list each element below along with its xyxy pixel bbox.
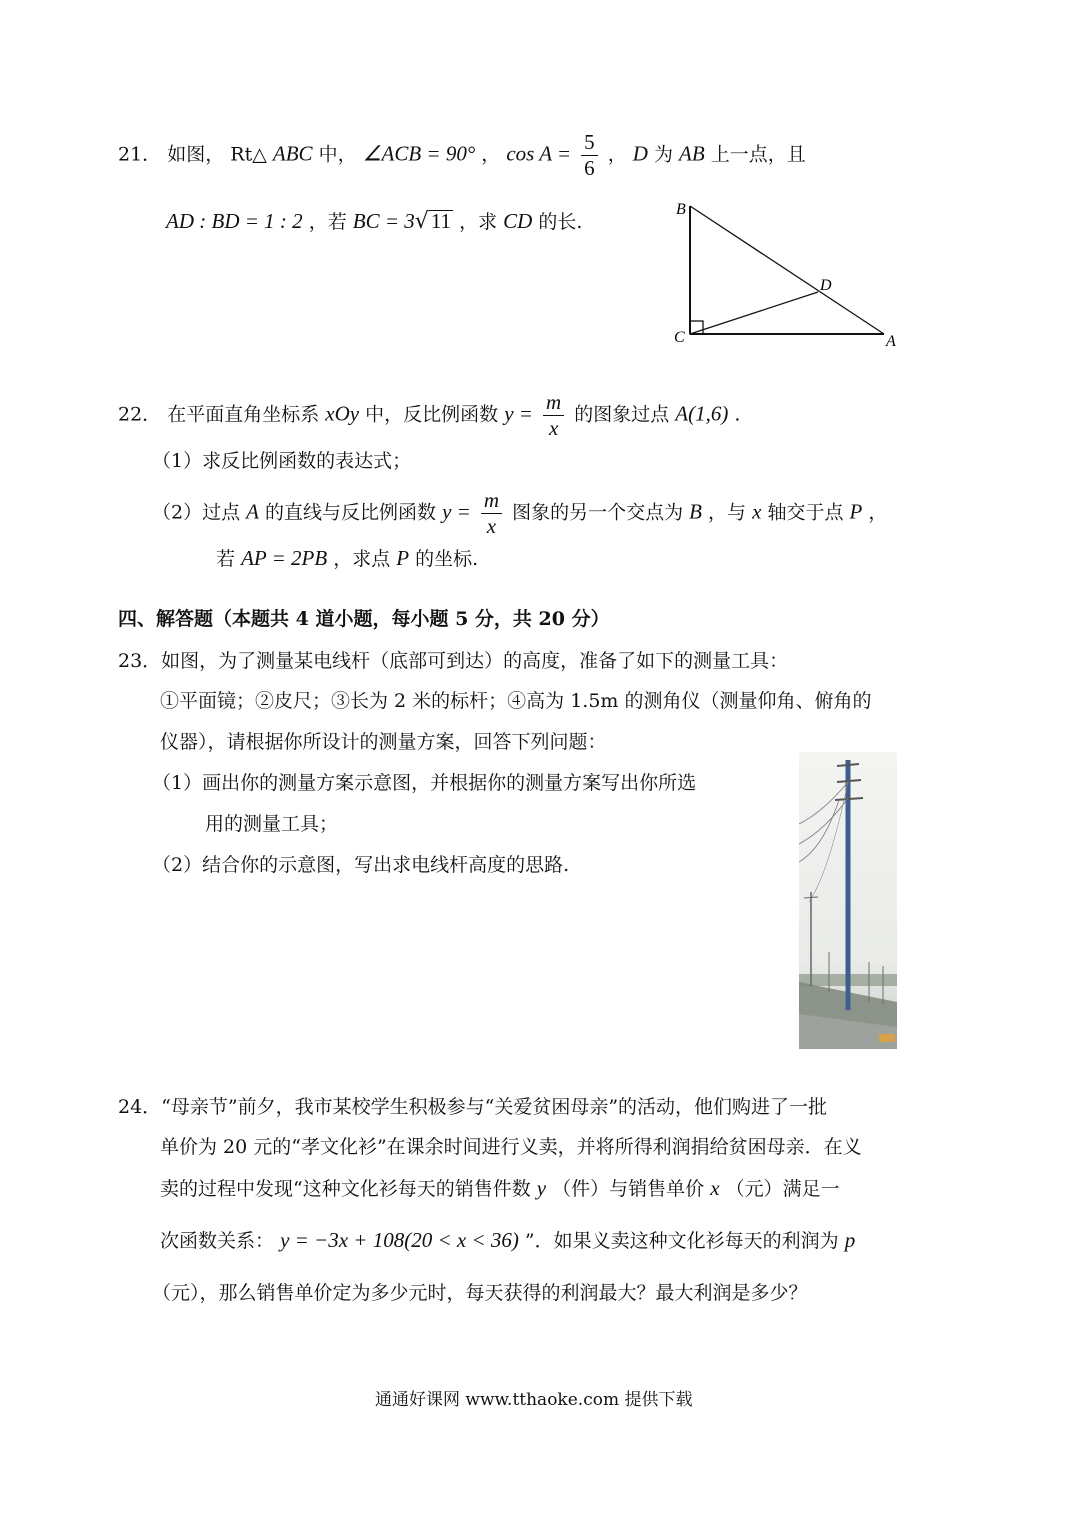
- q22-part1: （1）求反比例函数的表达式；: [152, 450, 412, 472]
- page-footer: 通通好课网 www.tthaoke.com 提供下载: [375, 1390, 693, 1410]
- q21-line1: [118, 132, 806, 179]
- q24-line3: [160, 1178, 840, 1199]
- q22-text: 的直线与反比例函数: [265, 501, 437, 524]
- q22-fraction-num: m: [543, 392, 564, 416]
- q22-part2: [152, 490, 887, 537]
- q21-cos: cos A =: [506, 141, 572, 166]
- q21-d: D: [632, 141, 648, 166]
- q22-line1: [118, 392, 740, 439]
- q21-text: 为: [653, 143, 673, 166]
- triangle-figure: [668, 196, 908, 352]
- q21-ratio: AD : BD = 1 : 2: [166, 209, 303, 233]
- q21-rt: Rt△: [230, 143, 267, 166]
- sqrt-icon: √: [414, 209, 429, 234]
- q24-text: （件）与销售单价: [552, 1178, 705, 1200]
- q24-line4: [160, 1230, 855, 1251]
- q22-number: 22．: [118, 403, 162, 426]
- q22-part2-cont: [216, 548, 478, 569]
- segment-cd: [690, 292, 818, 334]
- q22-b: B: [689, 499, 702, 524]
- side-ab: [690, 206, 884, 334]
- q24-y: y: [536, 1176, 547, 1200]
- q23-line3: 仪器），请根据你所设计的测量方案，回答下列问题：: [160, 731, 607, 753]
- q22-text: ，: [868, 501, 888, 524]
- q22-text: ，求点: [333, 548, 391, 570]
- q24-x: x: [710, 1176, 720, 1200]
- label-b: B: [676, 201, 686, 218]
- q24-text: 次函数关系：: [160, 1230, 275, 1252]
- q24-equation: y = −3x + 108(20 < x < 36): [280, 1228, 519, 1252]
- q24-line5: （元），那么销售单价定为多少元时，每天获得的利润最大？最大利润是多少？: [152, 1282, 808, 1304]
- q22-text: ，与: [708, 501, 747, 524]
- q21-text: ，求: [459, 211, 498, 233]
- q21-cd: CD: [503, 209, 533, 233]
- q21-line2: [166, 210, 582, 233]
- label-a: A: [886, 333, 896, 350]
- label-d: D: [820, 277, 832, 294]
- q22-a: A: [246, 499, 259, 524]
- q21-text: 上一点，且: [710, 143, 806, 166]
- q24-line2: 单价为 20 元的“孝文化衫”在课余时间进行义卖，并将所得利润捐给贫困母亲．在义: [160, 1136, 862, 1158]
- q22-text: 的坐标.: [415, 548, 479, 570]
- q22-fraction: [481, 490, 502, 537]
- q21-abc: ABC: [272, 141, 313, 166]
- q23-part2: （2）结合你的示意图，写出求电线杆高度的思路.: [152, 854, 570, 876]
- q21-fraction-den: 6: [584, 156, 595, 180]
- label-c: C: [674, 329, 685, 346]
- power-pole-photo: [799, 752, 897, 1049]
- q21-text: ，: [607, 143, 627, 166]
- q22-eq: AP = 2PB: [241, 546, 328, 570]
- q23-line2: ①平面镜；②皮尺；③长为 2 米的标杆；④高为 1.5m 的测角仪（测量仰角、俯角的: [160, 690, 872, 712]
- q21-fraction: [581, 132, 598, 179]
- q21-text: 的长.: [538, 211, 583, 233]
- q22-text: 在平面直角坐标系: [167, 403, 320, 426]
- q23-line1: 23．如图，为了测量某电线杆（底部可到达）的高度，准备了如下的测量工具：: [118, 650, 789, 672]
- q22-text: 若: [216, 548, 236, 570]
- q24-p: p: [844, 1228, 856, 1252]
- q22-text: 中，反比例函数: [365, 403, 499, 426]
- q21-radicand: 11: [430, 209, 452, 233]
- q22-fraction-den: x: [486, 514, 497, 538]
- q23-part1-cont: 用的测量工具；: [205, 813, 339, 835]
- q22-x: x: [752, 499, 762, 524]
- q22-point: A(1,6): [675, 401, 729, 426]
- q22-y: y =: [442, 499, 471, 524]
- q21-number: 21．: [118, 143, 162, 166]
- q24-text: 卖的过程中发现“这种文化衫每天的销售件数: [160, 1178, 531, 1200]
- q22-p: P: [849, 499, 863, 524]
- q24-line1: 24．“母亲节”前夕，我市某校学生积极参与“关爱贫困母亲”的活动，他们购进了一批: [118, 1096, 828, 1118]
- q22-text: 的图象过点: [574, 403, 670, 426]
- q24-text: （元）满足一: [725, 1178, 840, 1200]
- q22-text: （2）过点: [152, 501, 241, 524]
- q22-fraction-den: x: [548, 416, 559, 440]
- q21-text: ，: [481, 143, 501, 166]
- q21-text: ，若: [308, 211, 347, 233]
- q21-fraction-num: 5: [581, 132, 598, 156]
- q21-text: 如图，: [167, 143, 225, 166]
- q23-part1: （1）画出你的测量方案示意图，并根据你的测量方案写出你所选: [152, 772, 697, 794]
- q22-fraction: [543, 392, 564, 439]
- q21-text: 中，: [318, 143, 357, 166]
- q22-p: P: [396, 546, 410, 570]
- q22-y: y =: [504, 401, 533, 426]
- q22-fraction-num: m: [481, 490, 502, 514]
- section-heading: 四、解答题（本题共 4 道小题，每小题 5 分，共 20 分）: [118, 608, 610, 630]
- q22-text: 轴交于点: [767, 501, 844, 524]
- q22-text: 图象的另一个交点为: [512, 501, 684, 524]
- q21-ab: AB: [679, 141, 705, 166]
- q24-text: ”．如果义卖这种文化衫每天的利润为: [524, 1230, 839, 1252]
- q22-xoy: xOy: [325, 401, 360, 426]
- q22-text: .: [734, 403, 741, 426]
- q21-bc: BC = 3: [352, 209, 415, 233]
- q21-angle: ∠ACB = 90°: [362, 141, 476, 166]
